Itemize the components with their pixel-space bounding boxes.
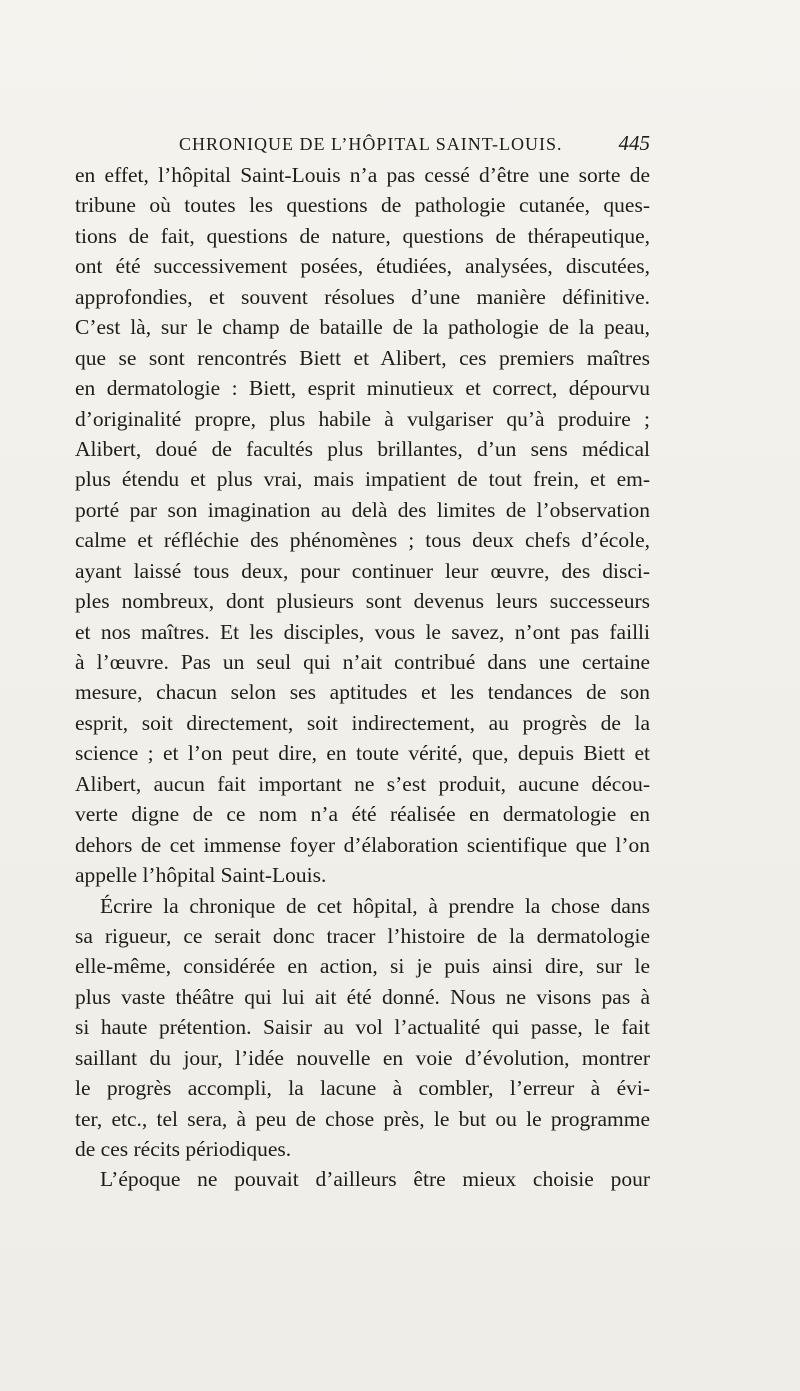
text-line: approfondies, et souvent résolues d’une manière définitive. [75,284,650,309]
text-line: saillant du jour, l’idée nouvelle en voie d’évolution, montrer [75,1045,650,1070]
text-line: d’originalité propre, plus habile à vulgariser qu’à produire ; [75,406,650,431]
text-line: à l’œuvre. Pas un seul qui n’ait contribué dans une certaine [75,650,650,674]
text-line: ples nombreux, dont plusieurs sont devenus leurs successeurs [75,589,650,614]
text-line: et nos maîtres. Et les disciples, vous le savez, n’ont pas failli [75,619,650,644]
page-number: 445 [618,131,650,155]
text-line: Écrire la chronique de cet hôpital, à prendre la chose dans [100,893,650,918]
text-line: Alibert, aucun fait important ne s’est produit, aucune décou- [75,771,650,796]
text-line: en dermatologie : Biett, esprit minutieux et correct, dépourvu [75,376,650,401]
text-line: calme et réfléchie des phénomènes ; tous deux chefs d’école, [75,528,650,553]
running-head [75,128,650,164]
text-line: appelle l’hôpital Saint-Louis. [75,863,327,888]
text-line: si haute prétention. Saisir au vol l’actualité qui passe, le fait [75,1015,650,1040]
text-line: plus vaste théâtre qui lui ait été donné. Nous ne visons pas à [75,984,650,1009]
text-line: de ces récits périodiques. [75,1137,292,1161]
text-line: elle-même, considérée en action, si je puis ainsi dire, sur le [75,954,650,979]
text-line: plus étendu et plus vrai, mais impatient de tout frein, et em- [75,467,650,492]
text-line: esprit, soit directement, soit indirectement, au progrès de la [75,710,650,735]
text-line: mesure, chacun selon ses aptitudes et les tendances de son [75,680,650,705]
text-line: L’époque ne pouvait d’ailleurs être mieux choisie pour [100,1167,650,1192]
text-line: ter, etc., tel sera, à peu de chose près, le but ou le programme [75,1106,650,1131]
text-line: porté par son imagination au delà des limites de l’observation [75,497,650,522]
text-line: science ; et l’on peut dire, en toute vérité, que, depuis Biett et [75,741,650,766]
text-line: verte digne de ce nom n’a été réalisée en dermatologie en [75,802,650,827]
text-line: Alibert, doué de facultés plus brillantes, d’un sens médical [75,436,650,461]
text-line: tribune où toutes les questions de pathologie cutanée, ques- [75,193,650,218]
text-line: sa rigueur, ce serait donc tracer l’histoire de la dermatologie [75,923,650,948]
text-line: ont été successivement posées, étudiées, analysées, discutées, [75,254,650,279]
text-line: le progrès accompli, la lacune à combler, l’erreur à évi- [75,1076,650,1101]
body-text [75,160,650,1195]
text-line: dehors de cet immense foyer d’élaboration scientifique que l’on [75,832,650,857]
text-line: ayant laissé tous deux, pour continuer leur œuvre, des disci- [75,558,650,583]
running-title: CHRONIQUE DE L’HÔPITAL SAINT-LOUIS. [179,134,563,154]
text-line: en effet, l’hôpital Saint-Louis n’a pas cessé d’être une sorte de [75,163,650,187]
text-line: C’est là, sur le champ de bataille de la pathologie de la peau, [75,315,650,340]
text-line: que se sont rencontrés Biett et Alibert, ces premiers maîtres [75,345,650,370]
text-line: tions de fait, questions de nature, questions de thérapeutique, [75,223,650,248]
